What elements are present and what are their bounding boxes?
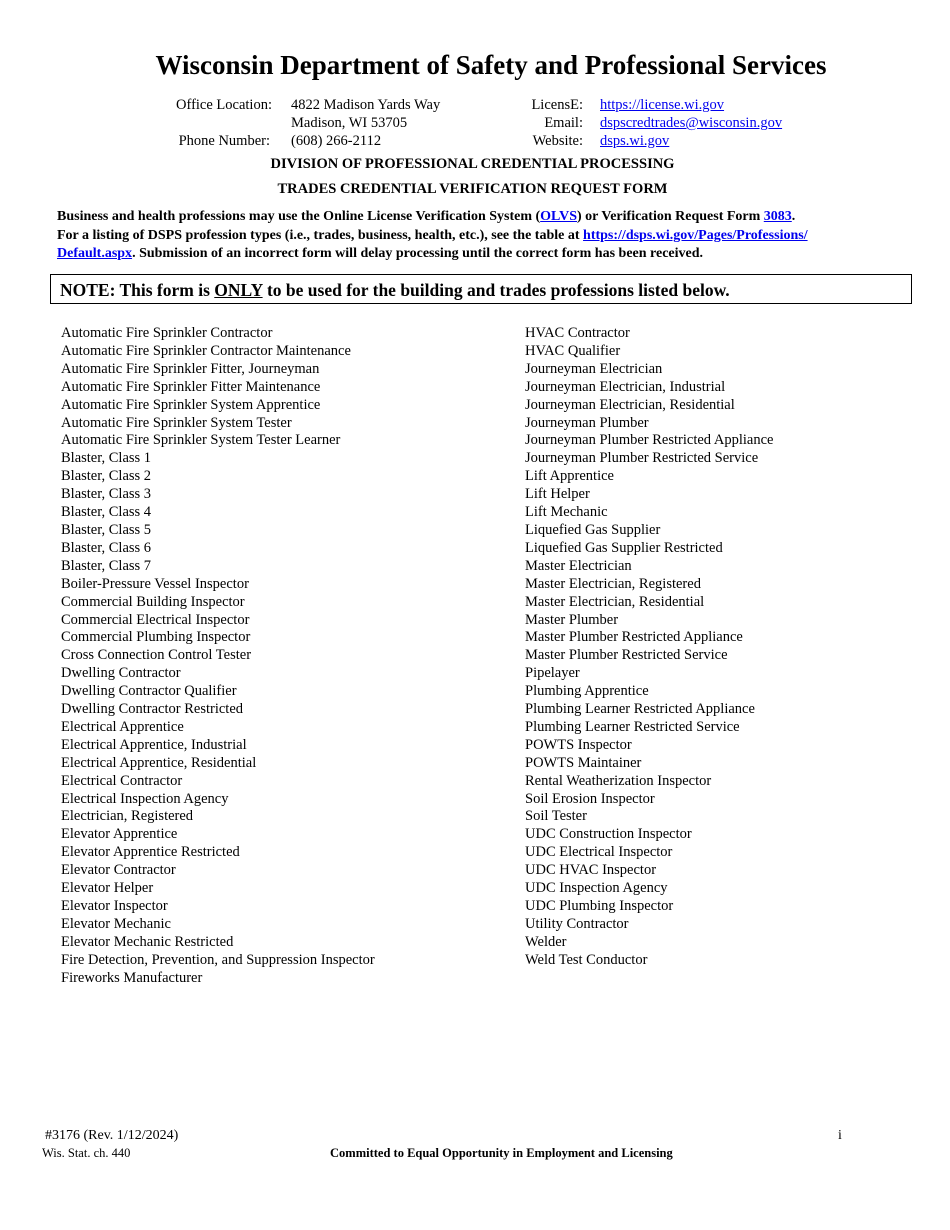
profession-item: HVAC Contractor — [525, 325, 630, 341]
profession-item: Dwelling Contractor Qualifier — [61, 683, 237, 700]
profession-item: Blaster, Class 7 — [61, 557, 152, 574]
profession-item: Master Electrician, Registered — [525, 575, 701, 592]
equal-opportunity-statement: Committed to Equal Opportunity in Employment and Licensing — [330, 1146, 673, 1160]
profession-item: Plumbing Learner Restricted Service — [525, 718, 740, 735]
page-title: Wisconsin Department of Safety and Professional Services — [155, 50, 827, 80]
website-link[interactable]: dsps.wi.gov — [600, 133, 670, 149]
phone-number-label: Phone Number: — [178, 133, 270, 149]
form-title: TRADES CREDENTIAL VERIFICATION REQUEST FORM — [277, 181, 668, 197]
profession-item: Electrical Inspection Agency — [61, 790, 229, 807]
office-location-label: Office Location: — [176, 97, 272, 113]
intro-text-3: . — [791, 209, 796, 224]
note-emphasis: ONLY — [214, 280, 263, 300]
profession-item: Plumbing Apprentice — [525, 683, 649, 700]
intro-text-4: For a listing of DSPS profession types (i.e., trades, business, health, etc.), see the table at — [57, 227, 584, 243]
profession-item: Electrical Contractor — [61, 772, 183, 789]
profession-item: Blaster, Class 6 — [61, 539, 152, 556]
intro-text-1: Business and health professions may use the Online License Verification System ( — [57, 209, 541, 224]
profession-item: Lift Apprentice — [525, 468, 614, 485]
profession-item: Automatic Fire Sprinkler Contractor — [61, 325, 273, 341]
profession-item: UDC Inspection Agency — [525, 880, 668, 897]
profession-item: Dwelling Contractor — [61, 665, 181, 682]
profession-item: UDC Electrical Inspector — [525, 844, 673, 861]
note-text-after: to be used for the building and trades professions listed below. — [262, 280, 730, 300]
profession-item: Master Plumber Restricted Appliance — [525, 629, 743, 646]
profession-item: Journeyman Electrician, Residential — [525, 396, 735, 413]
profession-item: Commercial Building Inspector — [61, 593, 245, 610]
profession-item: Lift Helper — [525, 486, 590, 503]
address-line-1: 4822 Madison Yards Way — [291, 97, 441, 113]
profession-item: UDC Plumbing Inspector — [525, 898, 674, 914]
profession-item: POWTS Inspector — [525, 736, 632, 753]
olvs-link[interactable]: OLVS — [540, 209, 578, 224]
license-label: LicensE: — [531, 97, 583, 113]
profession-item: POWTS Maintainer — [525, 754, 642, 771]
profession-item: Fireworks Manufacturer — [61, 969, 203, 986]
profession-item: Automatic Fire Sprinkler Fitter Maintenance — [61, 378, 321, 395]
website-label: Website: — [532, 133, 583, 149]
note-box — [50, 274, 912, 304]
profession-item: Blaster, Class 4 — [61, 504, 152, 521]
profession-item: Master Electrician — [525, 557, 632, 574]
phone-number: (608) 266-2112 — [291, 133, 382, 149]
profession-item: Blaster, Class 1 — [61, 450, 152, 467]
profession-item: Elevator Inspector — [61, 898, 168, 914]
profession-item: Electrician, Registered — [61, 808, 194, 825]
profession-item: Blaster, Class 2 — [61, 468, 152, 485]
profession-item: Dwelling Contractor Restricted — [61, 701, 244, 718]
profession-item: Electrical Apprentice — [61, 718, 184, 735]
profession-item: Fire Detection, Prevention, and Suppression Inspector — [61, 951, 375, 968]
profession-item: Automatic Fire Sprinkler System Tester — [61, 414, 292, 431]
license-link[interactable]: https://license.wi.gov — [600, 97, 725, 113]
address-line-2: Madison, WI 53705 — [291, 115, 408, 131]
email-label: Email: — [544, 115, 583, 131]
intro-paragraph — [57, 208, 902, 264]
profession-item: Blaster, Class 3 — [61, 486, 152, 503]
profession-item: Master Plumber Restricted Service — [525, 647, 728, 664]
division-heading: DIVISION OF PROFESSIONAL CREDENTIAL PROCESSING — [270, 156, 675, 172]
profession-item: Journeyman Electrician — [525, 360, 663, 377]
profession-item: Automatic Fire Sprinkler System Apprentice — [61, 396, 321, 413]
profession-item: Elevator Contractor — [61, 862, 176, 879]
profession-item: Utility Contractor — [525, 915, 629, 932]
profession-item: Elevator Mechanic Restricted — [61, 933, 234, 950]
profession-item: Soil Tester — [525, 808, 587, 825]
profession-item: Elevator Helper — [61, 880, 154, 897]
profession-item: Journeyman Electrician, Industrial — [525, 378, 726, 395]
profession-item: Pipelayer — [525, 665, 580, 682]
note-text-before: NOTE: This form is — [60, 280, 215, 300]
profession-item: Elevator Apprentice — [61, 826, 178, 843]
profession-item: Cross Connection Control Tester — [61, 647, 252, 664]
profession-item: UDC Construction Inspector — [525, 826, 692, 843]
profession-item: Electrical Apprentice, Residential — [61, 754, 257, 771]
profession-item: Weld Test Conductor — [525, 951, 648, 968]
profession-item: Electrical Apprentice, Industrial — [61, 736, 247, 753]
profession-item: Liquefied Gas Supplier Restricted — [525, 539, 723, 556]
profession-item: Rental Weatherization Inspector — [525, 772, 712, 789]
statute: Wis. Stat. ch. 440 — [42, 1146, 131, 1160]
profession-item: Master Electrician, Residential — [525, 593, 705, 610]
profession-item: Commercial Electrical Inspector — [61, 611, 250, 628]
url-part-2: Default.aspx — [57, 246, 133, 261]
professions-list-left — [61, 325, 375, 988]
profession-item: Commercial Plumbing Inspector — [61, 629, 251, 646]
profession-item: Journeyman Plumber Restricted Appliance — [525, 432, 774, 449]
intro-text-2: ) or Verification Request Form — [577, 209, 764, 224]
profession-item: Journeyman Plumber Restricted Service — [525, 450, 759, 467]
profession-item: Welder — [525, 933, 567, 950]
url-part-1: https://dsps.wi.gov/Pages/Professions/ — [583, 227, 808, 243]
profession-item: Liquefied Gas Supplier — [525, 521, 661, 538]
profession-item: Plumbing Learner Restricted Appliance — [525, 701, 755, 718]
professions-list-right — [525, 325, 773, 970]
form-3083-link[interactable]: 3083 — [763, 209, 792, 224]
page-number: i — [838, 1128, 842, 1143]
intro-text-5: . Submission of an incorrect form will delay processing until the correct form has been received. — [132, 246, 704, 261]
profession-item: Automatic Fire Sprinkler Fitter, Journeyman — [61, 360, 320, 377]
profession-item: UDC HVAC Inspector — [525, 862, 657, 879]
profession-item: Blaster, Class 5 — [61, 521, 152, 538]
profession-item: Elevator Apprentice Restricted — [61, 844, 240, 861]
profession-item: Automatic Fire Sprinkler System Tester Learner — [61, 432, 341, 449]
profession-item: Master Plumber — [525, 611, 619, 628]
profession-item: Lift Mechanic — [525, 504, 608, 521]
profession-item: Automatic Fire Sprinkler Contractor Maintenance — [61, 342, 351, 359]
profession-item: Elevator Mechanic — [61, 915, 171, 932]
form-id: #3176 (Rev. 1/12/2024) — [45, 1128, 179, 1143]
profession-item: Boiler-Pressure Vessel Inspector — [61, 575, 249, 592]
profession-item: HVAC Qualifier — [525, 342, 621, 359]
profession-item: Journeyman Plumber — [525, 414, 649, 431]
email-link[interactable]: dspscredtrades@wisconsin.gov — [600, 115, 783, 131]
profession-item: Soil Erosion Inspector — [525, 790, 655, 807]
